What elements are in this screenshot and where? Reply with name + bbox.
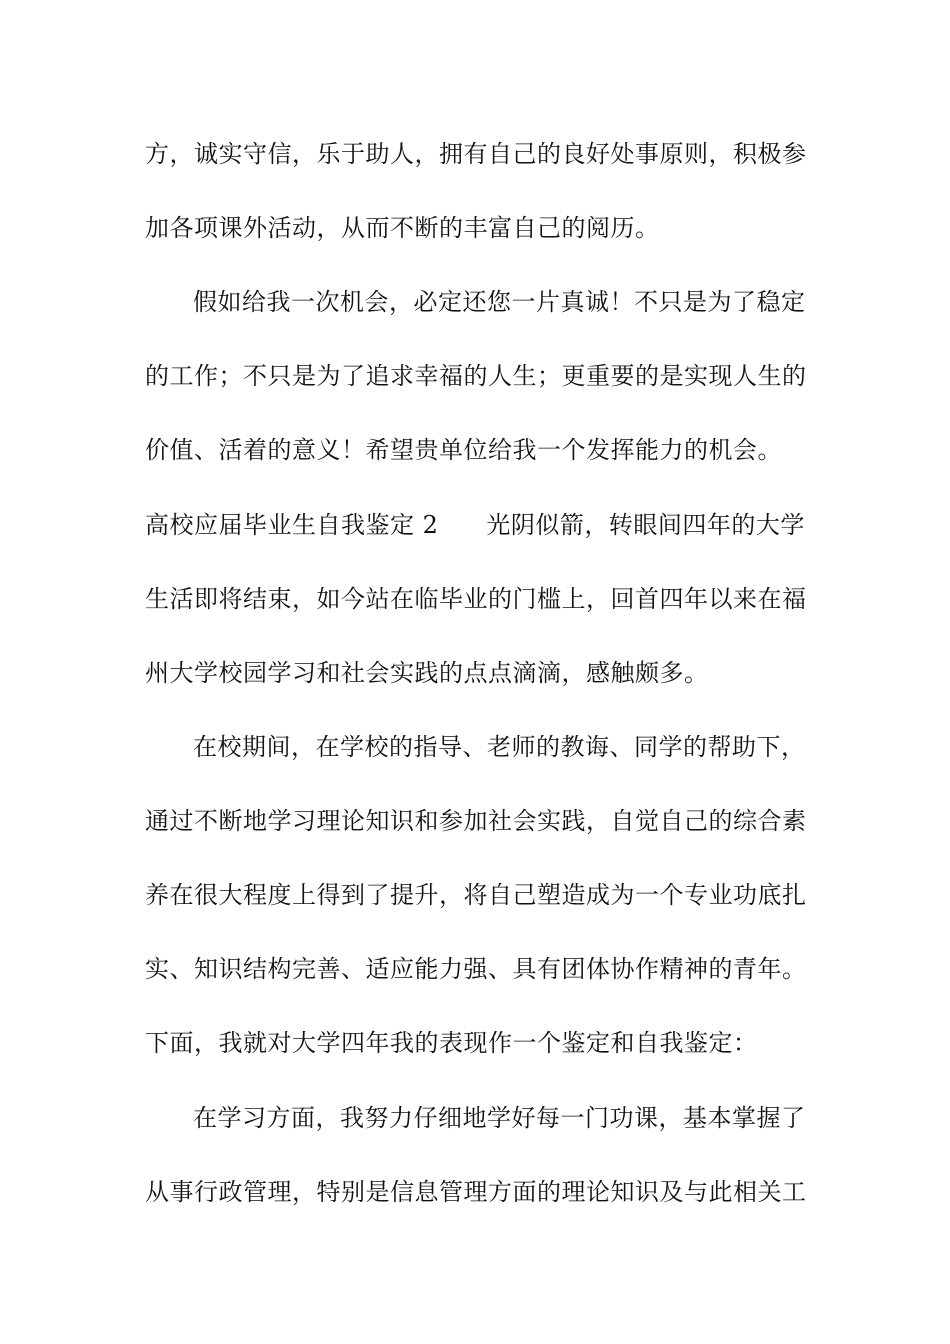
text-line: 价值、活着的意义！希望贵单位给我一个发挥能力的机会。 (145, 436, 782, 464)
paragraph-start-line: 在学习方面，我努力仔细地学好每一门功课，基本掌握了 (193, 1104, 806, 1132)
text-line: 从事行政管理，特别是信息管理方面的理论知识及与此相关工 (145, 1178, 807, 1206)
text-line: 加各项课外活动，从而不断的丰富自己的阅历。 (145, 214, 660, 242)
text-line-continuation: 光阴似箭，转眼间四年的大学 (486, 511, 805, 539)
section-heading: 高校应届毕业生自我鉴定 2 (145, 511, 439, 539)
text-line: 实、知识结构完善、适应能力强、具有团体协作精神的青年。 (145, 955, 807, 983)
paragraph-start-line: 在校期间，在学校的指导、老师的教诲、同学的帮助下， (193, 733, 806, 761)
text-line: 养在很大程度上得到了提升，将自己塑造成为一个专业功底扎 (145, 881, 807, 909)
text-line: 州大学校园学习和社会实践的点点滴滴，感触颇多。 (145, 659, 709, 687)
text-line: 的工作；不只是为了追求幸福的人生；更重要的是实现人生的 (145, 362, 807, 390)
text-line: 方，诚实守信，乐于助人，拥有自己的良好处事原则，积极参 (145, 140, 807, 168)
paragraph-start-line: 假如给我一次机会，必定还您一片真诚！不只是为了稳定 (193, 288, 806, 316)
text-line: 通过不断地学习理论知识和参加社会实践，自觉自己的综合素 (145, 807, 807, 835)
text-line: 生活即将结束，如今站在临毕业的门槛上，回首四年以来在福 (145, 585, 807, 613)
text-line: 下面，我就对大学四年我的表现作一个鉴定和自我鉴定： (145, 1029, 758, 1057)
section-heading-line (145, 510, 815, 540)
